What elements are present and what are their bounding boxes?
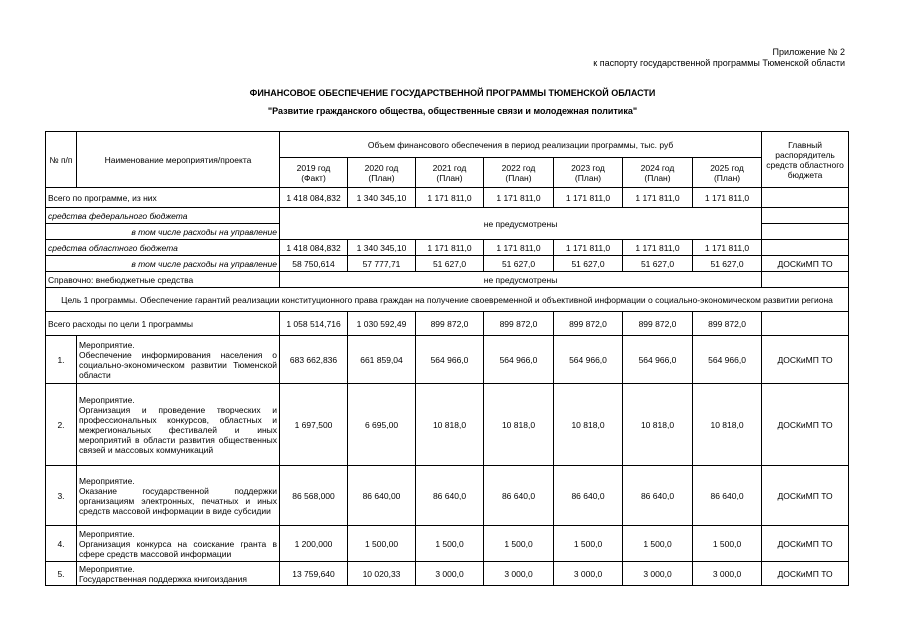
- activity-num: 2.: [46, 384, 77, 466]
- manager-cell: ДОСКиМП ТО: [762, 562, 849, 586]
- value-cell: 1 697,500: [280, 384, 348, 466]
- value-cell: 1 418 084,832: [280, 188, 348, 208]
- year-kind: (План): [505, 172, 532, 183]
- activity-name: [77, 562, 280, 586]
- activity-head: Мероприятие.: [79, 394, 135, 405]
- header-year: [484, 158, 554, 188]
- value-cell: 1 500,0: [623, 526, 693, 562]
- row-label: средства областного бюджета: [46, 240, 280, 256]
- header-year: [280, 158, 348, 188]
- table-row-regional-mgmt: [46, 256, 849, 272]
- manager-cell: ДОСКиМП ТО: [762, 256, 849, 272]
- header-year: [693, 158, 762, 188]
- header-num: № п/п: [46, 132, 77, 188]
- year-kind: (Факт): [301, 172, 326, 183]
- activity-num: 3.: [46, 466, 77, 526]
- value-cell: 10 818,0: [484, 384, 554, 466]
- value-cell: 1 500,0: [693, 526, 762, 562]
- value-cell: 1 500,0: [554, 526, 623, 562]
- activity-name: [77, 384, 280, 466]
- value-cell: 564 966,0: [484, 336, 554, 384]
- table-row-total: [46, 188, 849, 208]
- activity-num: 4.: [46, 526, 77, 562]
- header-year: [623, 158, 693, 188]
- activity-text: Обеспечение информирования населения о социально-экономическом развитии Тюменской области: [79, 349, 277, 380]
- header-volume: Объем финансового обеспечения в период реализации программы, тыс. руб: [280, 132, 762, 158]
- value-cell: 899 872,0: [416, 312, 484, 336]
- value-cell: 86 640,0: [484, 466, 554, 526]
- year-kind: (План): [436, 172, 463, 183]
- year-label: 2024 год: [640, 162, 675, 173]
- row-label: средства федерального бюджета: [46, 208, 280, 224]
- row-label: в том числе расходы на управление: [46, 224, 280, 240]
- manager-cell: ДОСКиМП ТО: [762, 526, 849, 562]
- value-cell: 1 200,000: [280, 526, 348, 562]
- value-cell: 51 627,0: [554, 256, 623, 272]
- value-cell: 10 818,0: [623, 384, 693, 466]
- manager-cell: ДОСКиМП ТО: [762, 466, 849, 526]
- activity-head: Мероприятие.: [79, 528, 135, 539]
- appendix-note: [593, 47, 845, 69]
- header-year: [554, 158, 623, 188]
- year-label: 2023 год: [571, 162, 605, 173]
- activity-num: 5.: [46, 562, 77, 586]
- row-label: в том числе расходы на управление: [46, 256, 280, 272]
- value-cell: 564 966,0: [623, 336, 693, 384]
- table-row-activity: [46, 562, 849, 586]
- value-cell: 1 171 811,0: [484, 188, 554, 208]
- activity-text: Организация конкурса на соискание гранта в сфере средств массовой информации: [79, 538, 277, 559]
- value-cell: 10 818,0: [416, 384, 484, 466]
- year-label: 2025 год: [710, 162, 744, 173]
- value-cell: 3 000,0: [416, 562, 484, 586]
- value-cell: 683 662,836: [280, 336, 348, 384]
- value-cell: 1 340 345,10: [348, 240, 416, 256]
- table-row-federal: [46, 208, 849, 224]
- value-cell: 899 872,0: [623, 312, 693, 336]
- value-cell: 51 627,0: [693, 256, 762, 272]
- row-label: Всего по программе, из них: [46, 188, 280, 208]
- value-cell: 1 418 084,832: [280, 240, 348, 256]
- finance-table: [45, 131, 849, 586]
- value-cell: 899 872,0: [554, 312, 623, 336]
- activity-head: Мероприятие.: [79, 339, 135, 350]
- header-manager: Главный распорядитель средств областного бюджета: [762, 132, 849, 188]
- offbudget-note: не предусмотрены: [280, 272, 762, 288]
- manager-cell: [762, 312, 849, 336]
- year-label: 2019 год: [296, 162, 331, 173]
- value-cell: 1 171 811,0: [484, 240, 554, 256]
- activity-text: Организация и проведение творческих и профессиональных конкурсов, областных и межрегиональных фестивалей и иных мероприятий в области развития общественных связей и массовых коммуникаций: [79, 404, 277, 455]
- manager-cell: [762, 224, 849, 240]
- value-cell: 86 640,0: [416, 466, 484, 526]
- value-cell: 3 000,0: [623, 562, 693, 586]
- manager-cell: [762, 208, 849, 224]
- manager-cell: ДОСКиМП ТО: [762, 336, 849, 384]
- value-cell: 86 640,00: [348, 466, 416, 526]
- value-cell: 10 818,0: [693, 384, 762, 466]
- goal-text: Цель 1 программы. Обеспечение гарантий реализации конституционного права граждан на получение своевременной и объективной информации о социально-экономическом развитии региона: [46, 288, 849, 312]
- row-label: Всего расходы по цели 1 программы: [46, 312, 280, 336]
- value-cell: 51 627,0: [484, 256, 554, 272]
- activity-text: Государственная поддержка книгоиздания: [79, 573, 247, 584]
- value-cell: 564 966,0: [554, 336, 623, 384]
- year-label: 2021 год: [432, 162, 467, 173]
- table-row-activity: [46, 336, 849, 384]
- value-cell: 1 500,0: [484, 526, 554, 562]
- header-year: [348, 158, 416, 188]
- table-row-activity: [46, 466, 849, 526]
- value-cell: 86 640,0: [623, 466, 693, 526]
- value-cell: 86 640,0: [554, 466, 623, 526]
- table-row-goal-total: [46, 312, 849, 336]
- value-cell: 1 171 811,0: [416, 188, 484, 208]
- federal-note: не предусмотрены: [280, 208, 762, 240]
- header-year: [416, 158, 484, 188]
- value-cell: 86 568,000: [280, 466, 348, 526]
- value-cell: 899 872,0: [693, 312, 762, 336]
- year-kind: (План): [368, 172, 395, 183]
- value-cell: 57 777,71: [348, 256, 416, 272]
- activity-text: Оказание государственной поддержки организациям электронных, печатных и иных средств массовой информации в виде субсидии: [79, 485, 277, 516]
- document-title: ФИНАНСОВОЕ ОБЕСПЕЧЕНИЕ ГОСУДАРСТВЕННОЙ ПРОГРАММЫ ТЮМЕНСКОЙ ОБЛАСТИ: [249, 88, 656, 98]
- table-row-activity: [46, 384, 849, 466]
- value-cell: 1 500,0: [416, 526, 484, 562]
- activity-name: [77, 526, 280, 562]
- table-row-activity: [46, 526, 849, 562]
- row-label: Справочно: внебюджетные средства: [46, 272, 280, 288]
- value-cell: 1 030 592,49: [348, 312, 416, 336]
- value-cell: 1 171 811,0: [554, 240, 623, 256]
- value-cell: 899 872,0: [484, 312, 554, 336]
- manager-cell: ДОСКиМП ТО: [762, 384, 849, 466]
- header-name: Наименование мероприятия/проекта: [77, 132, 280, 188]
- value-cell: 661 859,04: [348, 336, 416, 384]
- value-cell: 3 000,0: [484, 562, 554, 586]
- activity-head: Мероприятие.: [79, 563, 135, 574]
- value-cell: 6 695,00: [348, 384, 416, 466]
- value-cell: 51 627,0: [416, 256, 484, 272]
- appendix-line-1: Приложение № 2: [772, 47, 845, 57]
- activity-head: Мероприятие.: [79, 475, 135, 486]
- value-cell: 58 750,614: [280, 256, 348, 272]
- value-cell: 51 627,0: [623, 256, 693, 272]
- value-cell: 86 640,0: [693, 466, 762, 526]
- value-cell: 1 171 811,0: [693, 188, 762, 208]
- activity-name: [77, 466, 280, 526]
- value-cell: 13 759,640: [280, 562, 348, 586]
- manager-cell: [762, 240, 849, 256]
- activity-num: 1.: [46, 336, 77, 384]
- value-cell: 1 340 345,10: [348, 188, 416, 208]
- value-cell: 1 171 811,0: [416, 240, 484, 256]
- appendix-line-2: к паспорту государственной программы Тюменской области: [593, 58, 845, 68]
- value-cell: 1 171 811,0: [554, 188, 623, 208]
- table-row-offbudget: [46, 272, 849, 288]
- value-cell: 1 500,00: [348, 526, 416, 562]
- value-cell: 1 171 811,0: [693, 240, 762, 256]
- year-label: 2020 год: [364, 162, 399, 173]
- value-cell: 564 966,0: [693, 336, 762, 384]
- year-label: 2022 год: [501, 162, 536, 173]
- value-cell: 10 020,33: [348, 562, 416, 586]
- value-cell: 1 171 811,0: [623, 188, 693, 208]
- value-cell: 1 171 811,0: [623, 240, 693, 256]
- value-cell: 564 966,0: [416, 336, 484, 384]
- table-row-goal: [46, 288, 849, 312]
- manager-cell: [762, 272, 849, 288]
- value-cell: 3 000,0: [554, 562, 623, 586]
- year-kind: (План): [713, 172, 741, 183]
- document-subtitle: "Развитие гражданского общества, общественные связи и молодежная политика": [267, 106, 638, 116]
- activity-name: [77, 336, 280, 384]
- year-kind: (План): [574, 172, 602, 183]
- table-row-regional: [46, 240, 849, 256]
- value-cell: 10 818,0: [554, 384, 623, 466]
- value-cell: 3 000,0: [693, 562, 762, 586]
- value-cell: 1 058 514,716: [280, 312, 348, 336]
- year-kind: (План): [644, 172, 671, 183]
- manager-cell: [762, 188, 849, 208]
